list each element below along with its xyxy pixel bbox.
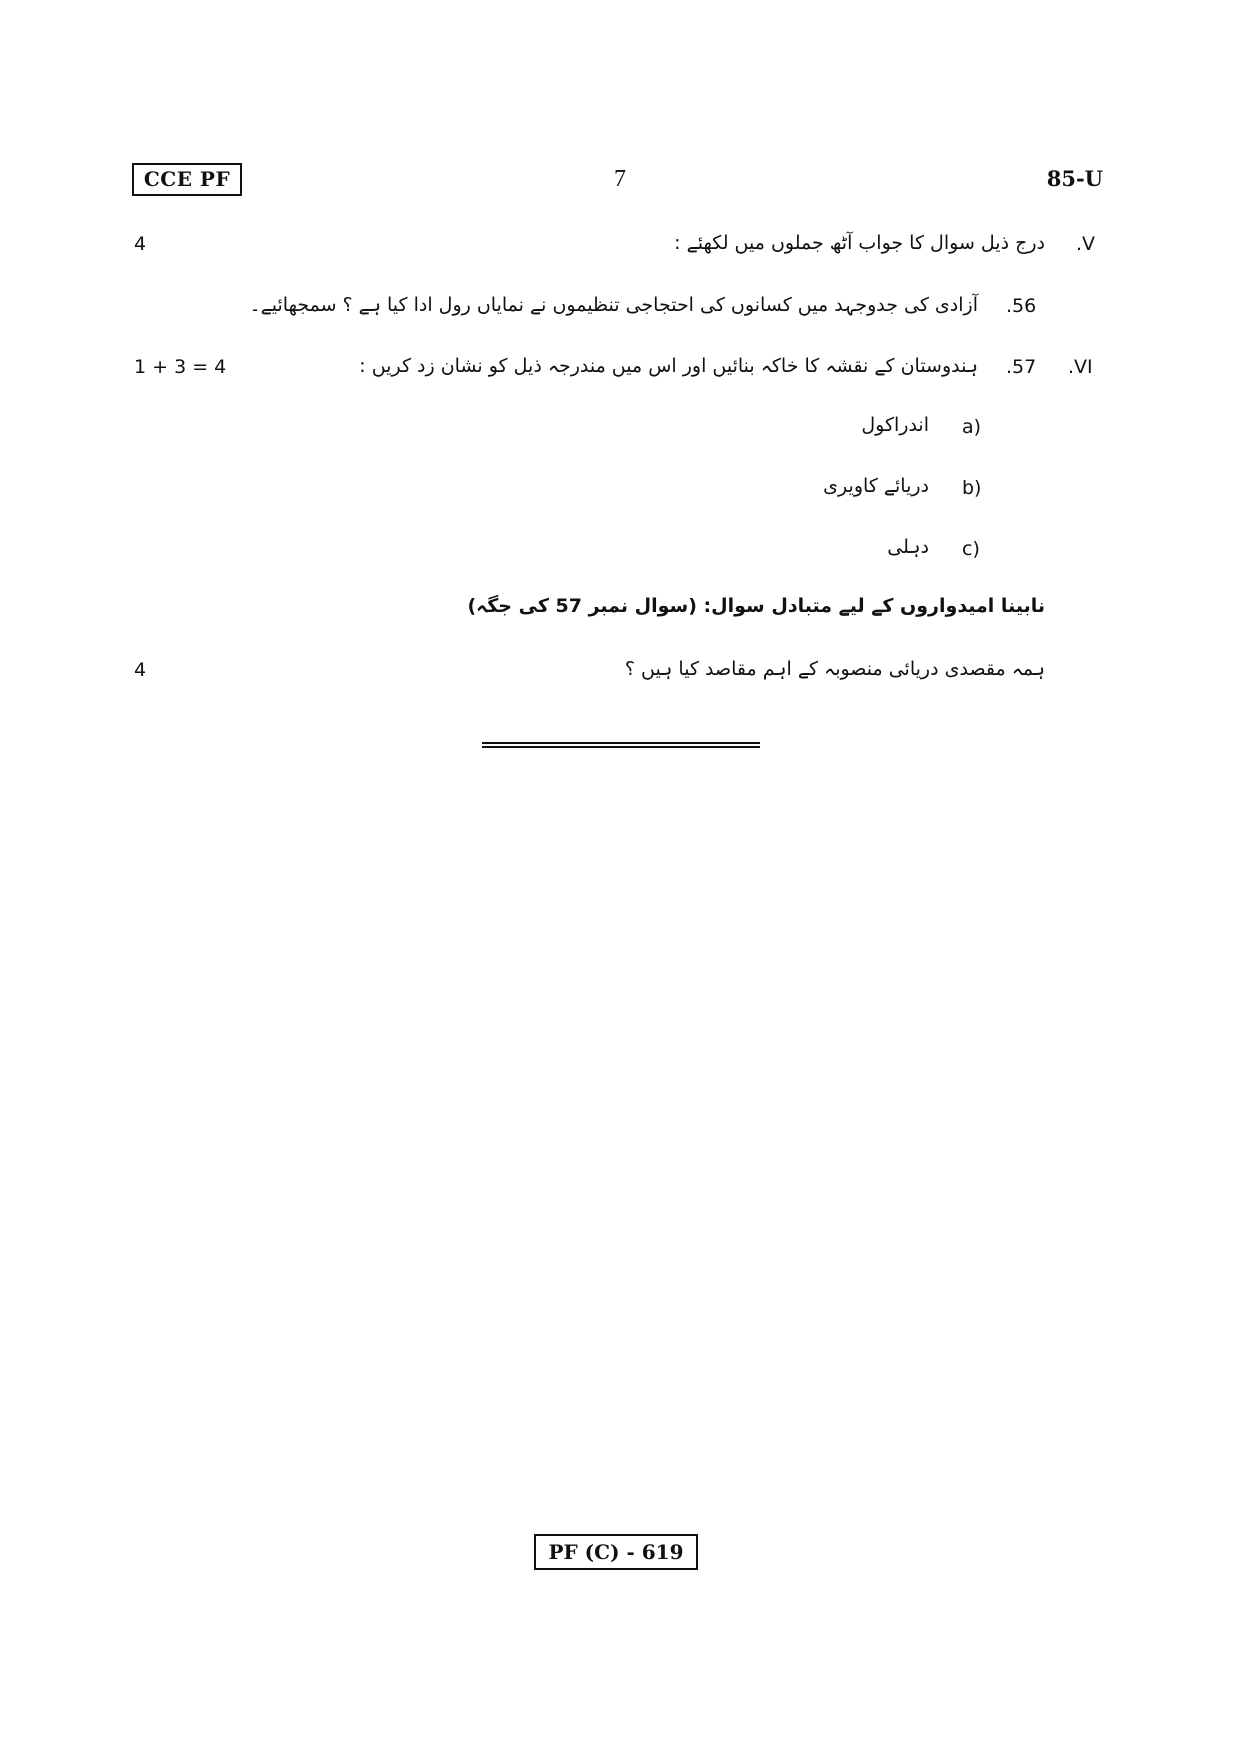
section-vi-marks: 1 + 3 = 4 — [134, 356, 227, 378]
item-c-text: دہلی — [887, 536, 929, 558]
question-57-number: .57 — [1006, 356, 1037, 378]
section-vi-numeral: .VI — [1068, 356, 1093, 378]
section-v-instruction: درج ذیل سوال کا جواب آٹھ جملوں میں لکھئے : — [674, 232, 1045, 254]
page-number: 7 — [614, 166, 626, 192]
item-b-text: دریائے کاویری — [823, 475, 929, 497]
question-57-text: ہندوستان کے نقشہ کا خاکہ بنائیں اور اس میں مندرجہ ذیل کو نشان زد کریں : — [359, 355, 978, 377]
paper-code: 85-U — [1046, 166, 1103, 191]
question-56-number: .56 — [1006, 295, 1037, 317]
footer-paper-code: PF (C) - 619 — [534, 1534, 698, 1570]
item-a-label: a) — [962, 416, 982, 438]
section-v-marks: 4 — [134, 233, 147, 255]
alternative-question-text: ہمہ مقصدی دریائی منصوبہ کے اہم مقاصد کیا ہیں ؟ — [624, 658, 1045, 680]
item-b-label: b) — [962, 477, 982, 499]
alternative-question-marks: 4 — [134, 659, 147, 681]
section-v-numeral: .V — [1076, 233, 1096, 255]
item-a-text: اندراکول — [861, 414, 929, 436]
alternative-question-heading: نابینا امیدواروں کے لیے متبادل سوال: (سوال نمبر 57 کی جگہ) — [467, 595, 1045, 617]
question-56-text: آزادی کی جدوجہد میں کسانوں کی احتجاجی تنظیموں نے نمایاں رول ادا کیا ہے ؟ سمجھائیے۔ — [249, 294, 978, 316]
paper-series-code: CCE PF — [132, 163, 242, 196]
end-double-rule — [482, 742, 760, 748]
item-c-label: c) — [962, 538, 980, 560]
